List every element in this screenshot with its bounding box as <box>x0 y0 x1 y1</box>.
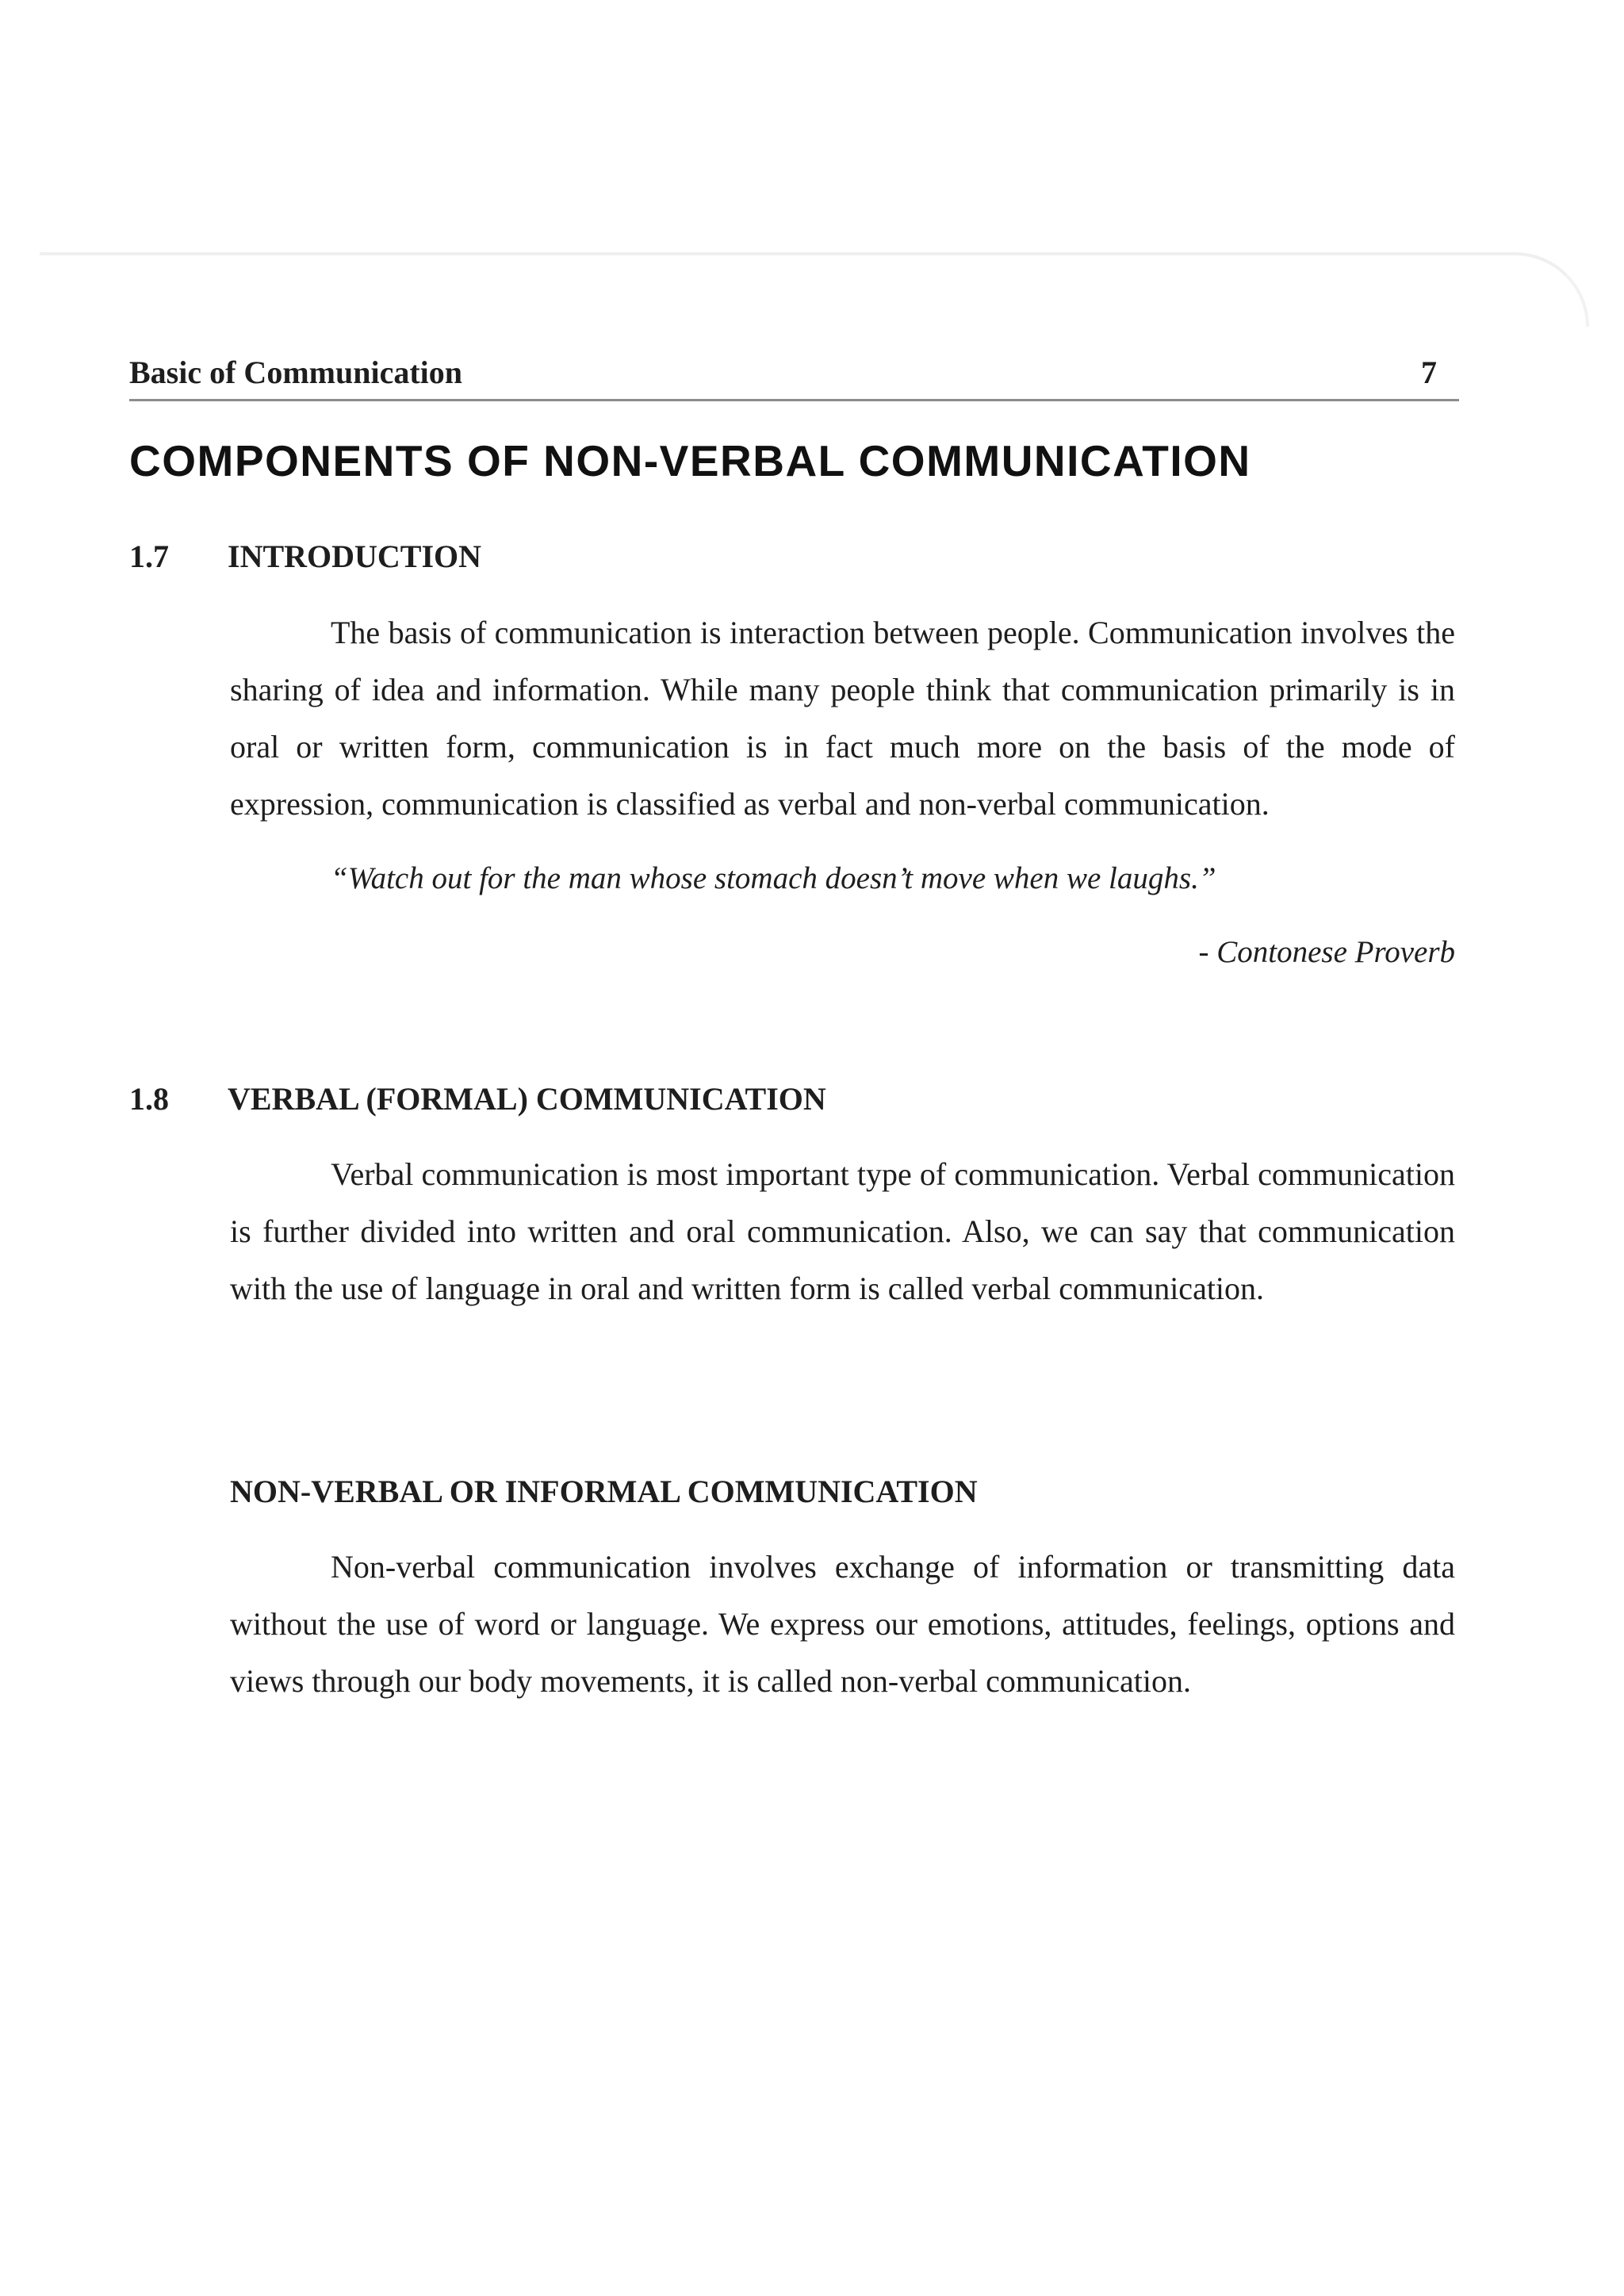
nonverbal-paragraph: Non-verbal communication involves exchange of information or transmitting data without the use of word or language. We express our emotions, attitudes, feelings, options and views through our body movements, it is called non-verbal communication. <box>230 1549 1455 1699</box>
section-title: INTRODUCTION <box>228 539 482 574</box>
introduction-paragraph: The basis of communication is interaction between people. Communication involves the sharing of idea and information. While many people think that communication primarily is in oral or written form, communication is in fact much more on the basis of the mode of expression, communication is classified as verbal and non-verbal communication. <box>230 615 1455 822</box>
page-number: 7 <box>1421 355 1437 390</box>
proverb-attribution: - Contonese Proverb <box>1198 935 1455 969</box>
nonverbal-heading: NON-VERBAL OR INFORMAL COMMUNICATION <box>230 1474 978 1509</box>
proverb-quote: “Watch out for the man whose stomach doesn’t move when we laughs.” <box>331 861 1216 895</box>
header-title: Basic of Communication <box>129 355 462 390</box>
section-title: VERBAL (FORMAL) COMMUNICATION <box>228 1081 826 1117</box>
section-heading-introduction <box>129 536 481 577</box>
running-header <box>129 353 1459 401</box>
section-heading-verbal <box>129 1079 826 1120</box>
chapter-title: COMPONENTS OF NON-VERBAL COMMUNICATION <box>129 436 1251 485</box>
verbal-paragraph: Verbal communication is most important type of communication. Verbal communication is further divided into written and oral communication. Also, we can say that communication with the use of language in oral and written form is called verbal communication. <box>230 1156 1455 1306</box>
section-number: 1.8 <box>129 1081 169 1117</box>
page-edge <box>40 252 1589 327</box>
section-number: 1.7 <box>129 539 169 574</box>
